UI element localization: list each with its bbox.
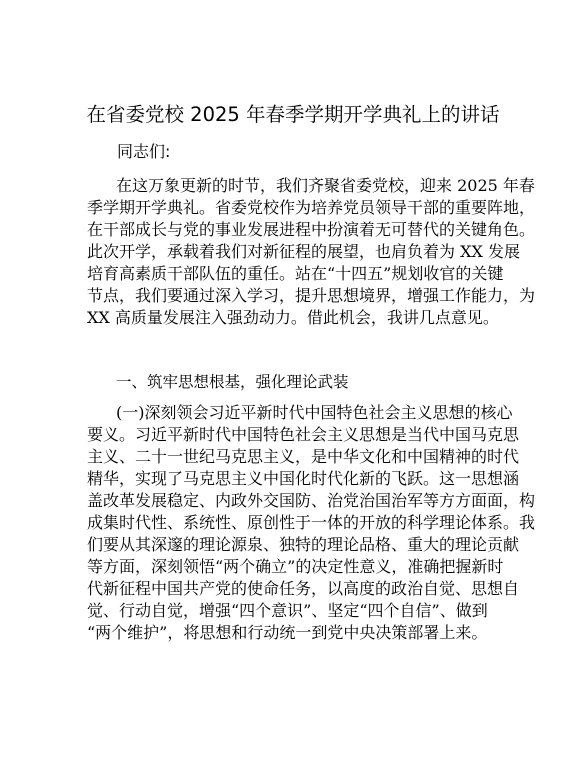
paragraph-section-one	[87, 402, 536, 644]
section-heading: 一、筑牢思想根基，强化理论武装	[116, 373, 349, 391]
paragraph-line: 代新征程中国共产党的使命任务，以高度的政治自觉、思想自	[87, 579, 520, 598]
paragraph-line: 成集时代性、系统性、原创性于一体的开放的科学理论体系。我	[87, 513, 536, 532]
paragraph-line: 精华，实现了马克思主义中国化时代化新的飞跃。这一思想涵	[87, 469, 520, 488]
paragraph-line: 培育高素质干部队伍的重任。站在“十四五”规划收官的关键	[87, 264, 504, 283]
paragraph-line: 在干部成长与党的事业发展进程中扮演着无可替代的关键角色。	[87, 220, 536, 239]
paragraph-line: 此次开学，承载着我们对新征程的展望，也肩负着为 XX 发展	[87, 242, 520, 261]
paragraph-line: 觉、行动自觉，增强“四个意识”、坚定“四个自信”、做到	[87, 601, 488, 620]
salutation: 同志们:	[117, 142, 171, 161]
paragraph-line: 节点，我们要通过深入学习，提升思想境界，增强工作能力，为	[87, 286, 536, 305]
paragraph-line: XX 高质量发展注入强劲动力。借此机会，我讲几点意见。	[87, 308, 499, 327]
paragraph-line: “两个维护”，将思想和行动统一到党中央决策部署上来。	[87, 623, 488, 642]
paragraph-line: 季学期开学典礼。省委党校作为培养党员领导干部的重要阵地，	[87, 198, 536, 217]
paragraph-line: 主义、二十一世纪马克思主义，是中华文化和中国精神的时代	[87, 447, 520, 466]
document-title: 在省委党校 2025 年春季学期开学典礼上的讲话	[86, 103, 500, 126]
paragraph-line: 盖改革发展稳定、内政外交国防、治党治国治军等方方面面，构	[87, 491, 536, 510]
paragraph-line: 等方面，深刻领悟“两个确立”的决定性意义，准确把握新时	[87, 557, 504, 576]
paragraph-line: 要义。习近平新时代中国特色社会主义思想是当代中国马克思	[87, 425, 520, 444]
paragraph-line: 们要从其深邃的理论源泉、独特的理论品格、重大的理论贡献	[87, 535, 520, 554]
paragraph-line: (一)深刻领会习近平新时代中国特色社会主义思想的核心	[116, 403, 513, 422]
paragraph-intro	[87, 175, 536, 329]
paragraph-line: 在这万象更新的时节，我们齐聚省委党校，迎来 2025 年春	[116, 176, 535, 195]
